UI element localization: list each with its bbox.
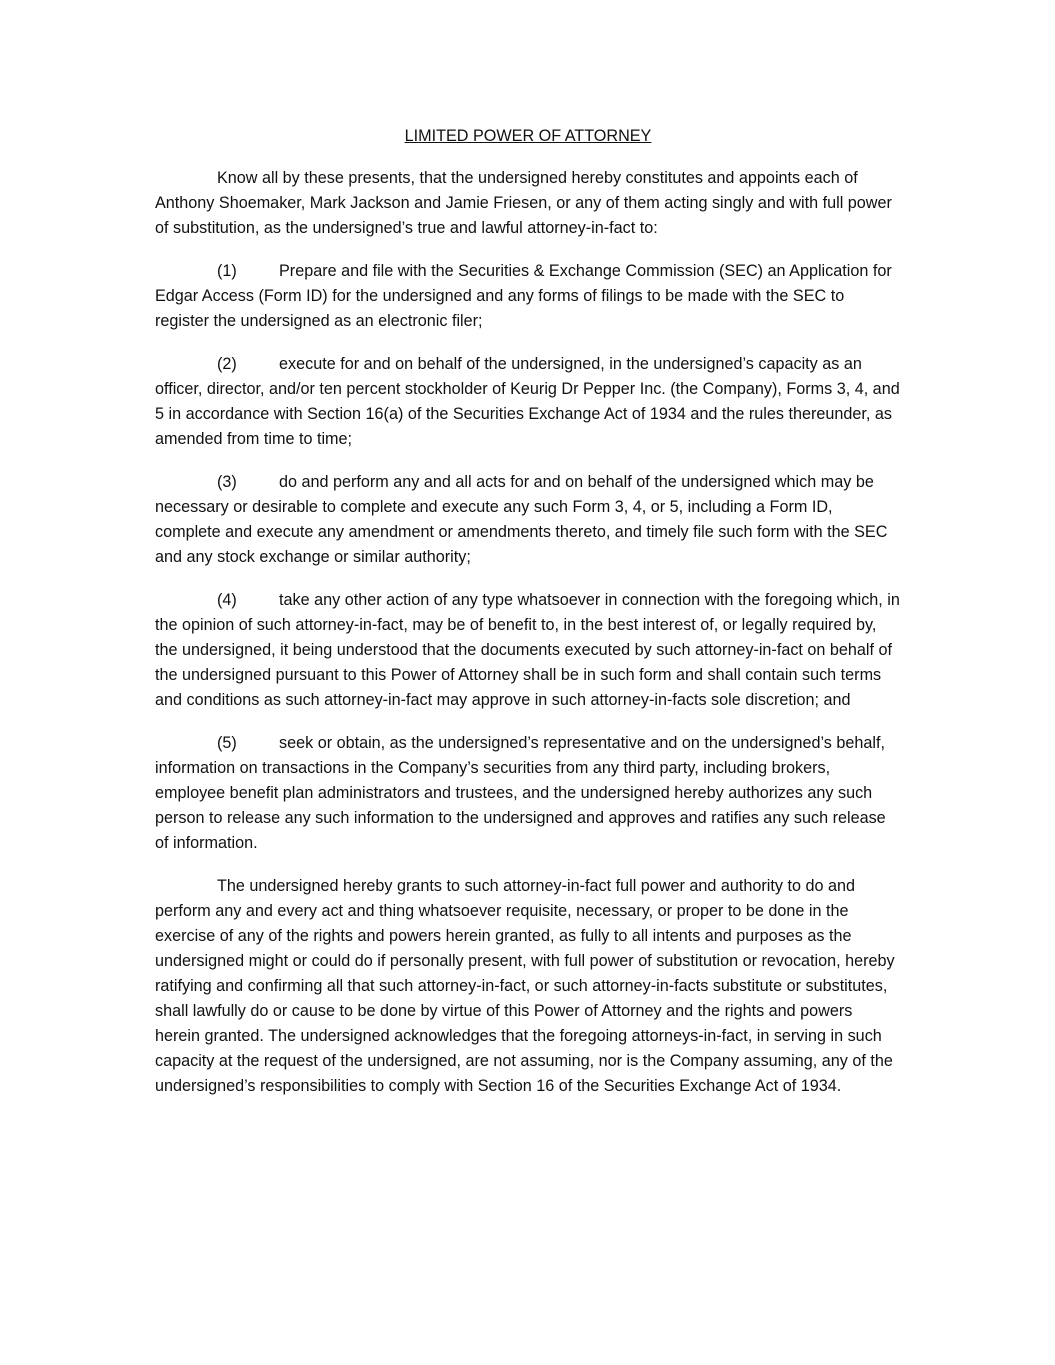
item-text: seek or obtain, as the undersigned’s representative and on the undersigned’s behalf, information on transactions in the Company’s securities from any third party, including brokers, employee benefit plan administrators and trustees, and the undersigned hereby authorizes any such person to release any such information to the undersigned and approves and ratifies any such release of information.	[155, 734, 886, 852]
document-body	[155, 124, 901, 1117]
item-number: (2)	[217, 355, 237, 373]
item-text: execute for and on behalf of the undersigned, in the undersigned’s capacity as an officer, director, and/or ten percent stockholder of Keurig Dr Pepper Inc. (the Company), Forms 3, 4, and 5 in accordance with Section 16(a) of the Securities Exchange Act of 1934 and the rules thereunder, as amended from time to time;	[155, 355, 900, 448]
list-item	[155, 470, 901, 570]
item-text: take any other action of any type whatsoever in connection with the foregoing which, in the opinion of such attorney-in-fact, may be of benefit to, in the best interest of, or legally required by, the undersigned, it being understood that the documents executed by such attorney-in-fact on behalf of the undersigned pursuant to this Power of Attorney shall be in such form and shall contain such terms and conditions as such attorney-in-fact may approve in such attorney-in-facts sole discretion; and	[155, 591, 900, 709]
list-item	[155, 259, 901, 334]
document-title: LIMITED POWER OF ATTORNEY	[404, 127, 652, 145]
list-item	[155, 731, 901, 856]
item-text: Prepare and file with the Securities & Exchange Commission (SEC) an Application for Edgar Access (Form ID) for the undersigned and any forms of filings to be made with the SEC to register the undersigned as an electronic filer;	[155, 262, 892, 330]
item-number: (1)	[217, 262, 237, 280]
item-text: do and perform any and all acts for and on behalf of the undersigned which may be necessary or desirable to complete and execute any such Form 3, 4, or 5, including a Form ID, complete and execute any amendment or amendments thereto, and timely file such form with the SEC and any stock exchange or similar authority;	[155, 473, 888, 566]
list-item	[155, 352, 901, 452]
item-number: (5)	[217, 734, 237, 752]
item-number: (4)	[217, 591, 237, 609]
closing-paragraph: The undersigned hereby grants to such attorney-in-fact full power and authority to do and perform any and every act and thing whatsoever requisite, necessary, or proper to be done in the exercise of any of the rights and powers herein granted, as fully to all intents and purposes as the undersigned might or could do if personally present, with full power of substitution or revocation, hereby ratifying and confirming all that such attorney-in-fact, or such attorney-in-facts substitute or substitutes, shall lawfully do or cause to be done by virtue of this Power of Attorney and the rights and powers herein granted. The undersigned acknowledges that the foregoing attorneys-in-fact, in serving in such capacity at the request of the undersigned, are not assuming, nor is the Company assuming, any of the undersigned’s responsibilities to comply with Section 16 of the Securities Exchange Act of 1934.	[155, 877, 895, 1095]
list-item	[155, 588, 901, 713]
item-number: (3)	[217, 473, 237, 491]
intro-paragraph: Know all by these presents, that the undersigned hereby constitutes and appoints each of Anthony Shoemaker, Mark Jackson and Jamie Friesen, or any of them acting singly and with full power of substitution, as the undersigned’s true and lawful attorney-in-fact to:	[155, 169, 892, 237]
